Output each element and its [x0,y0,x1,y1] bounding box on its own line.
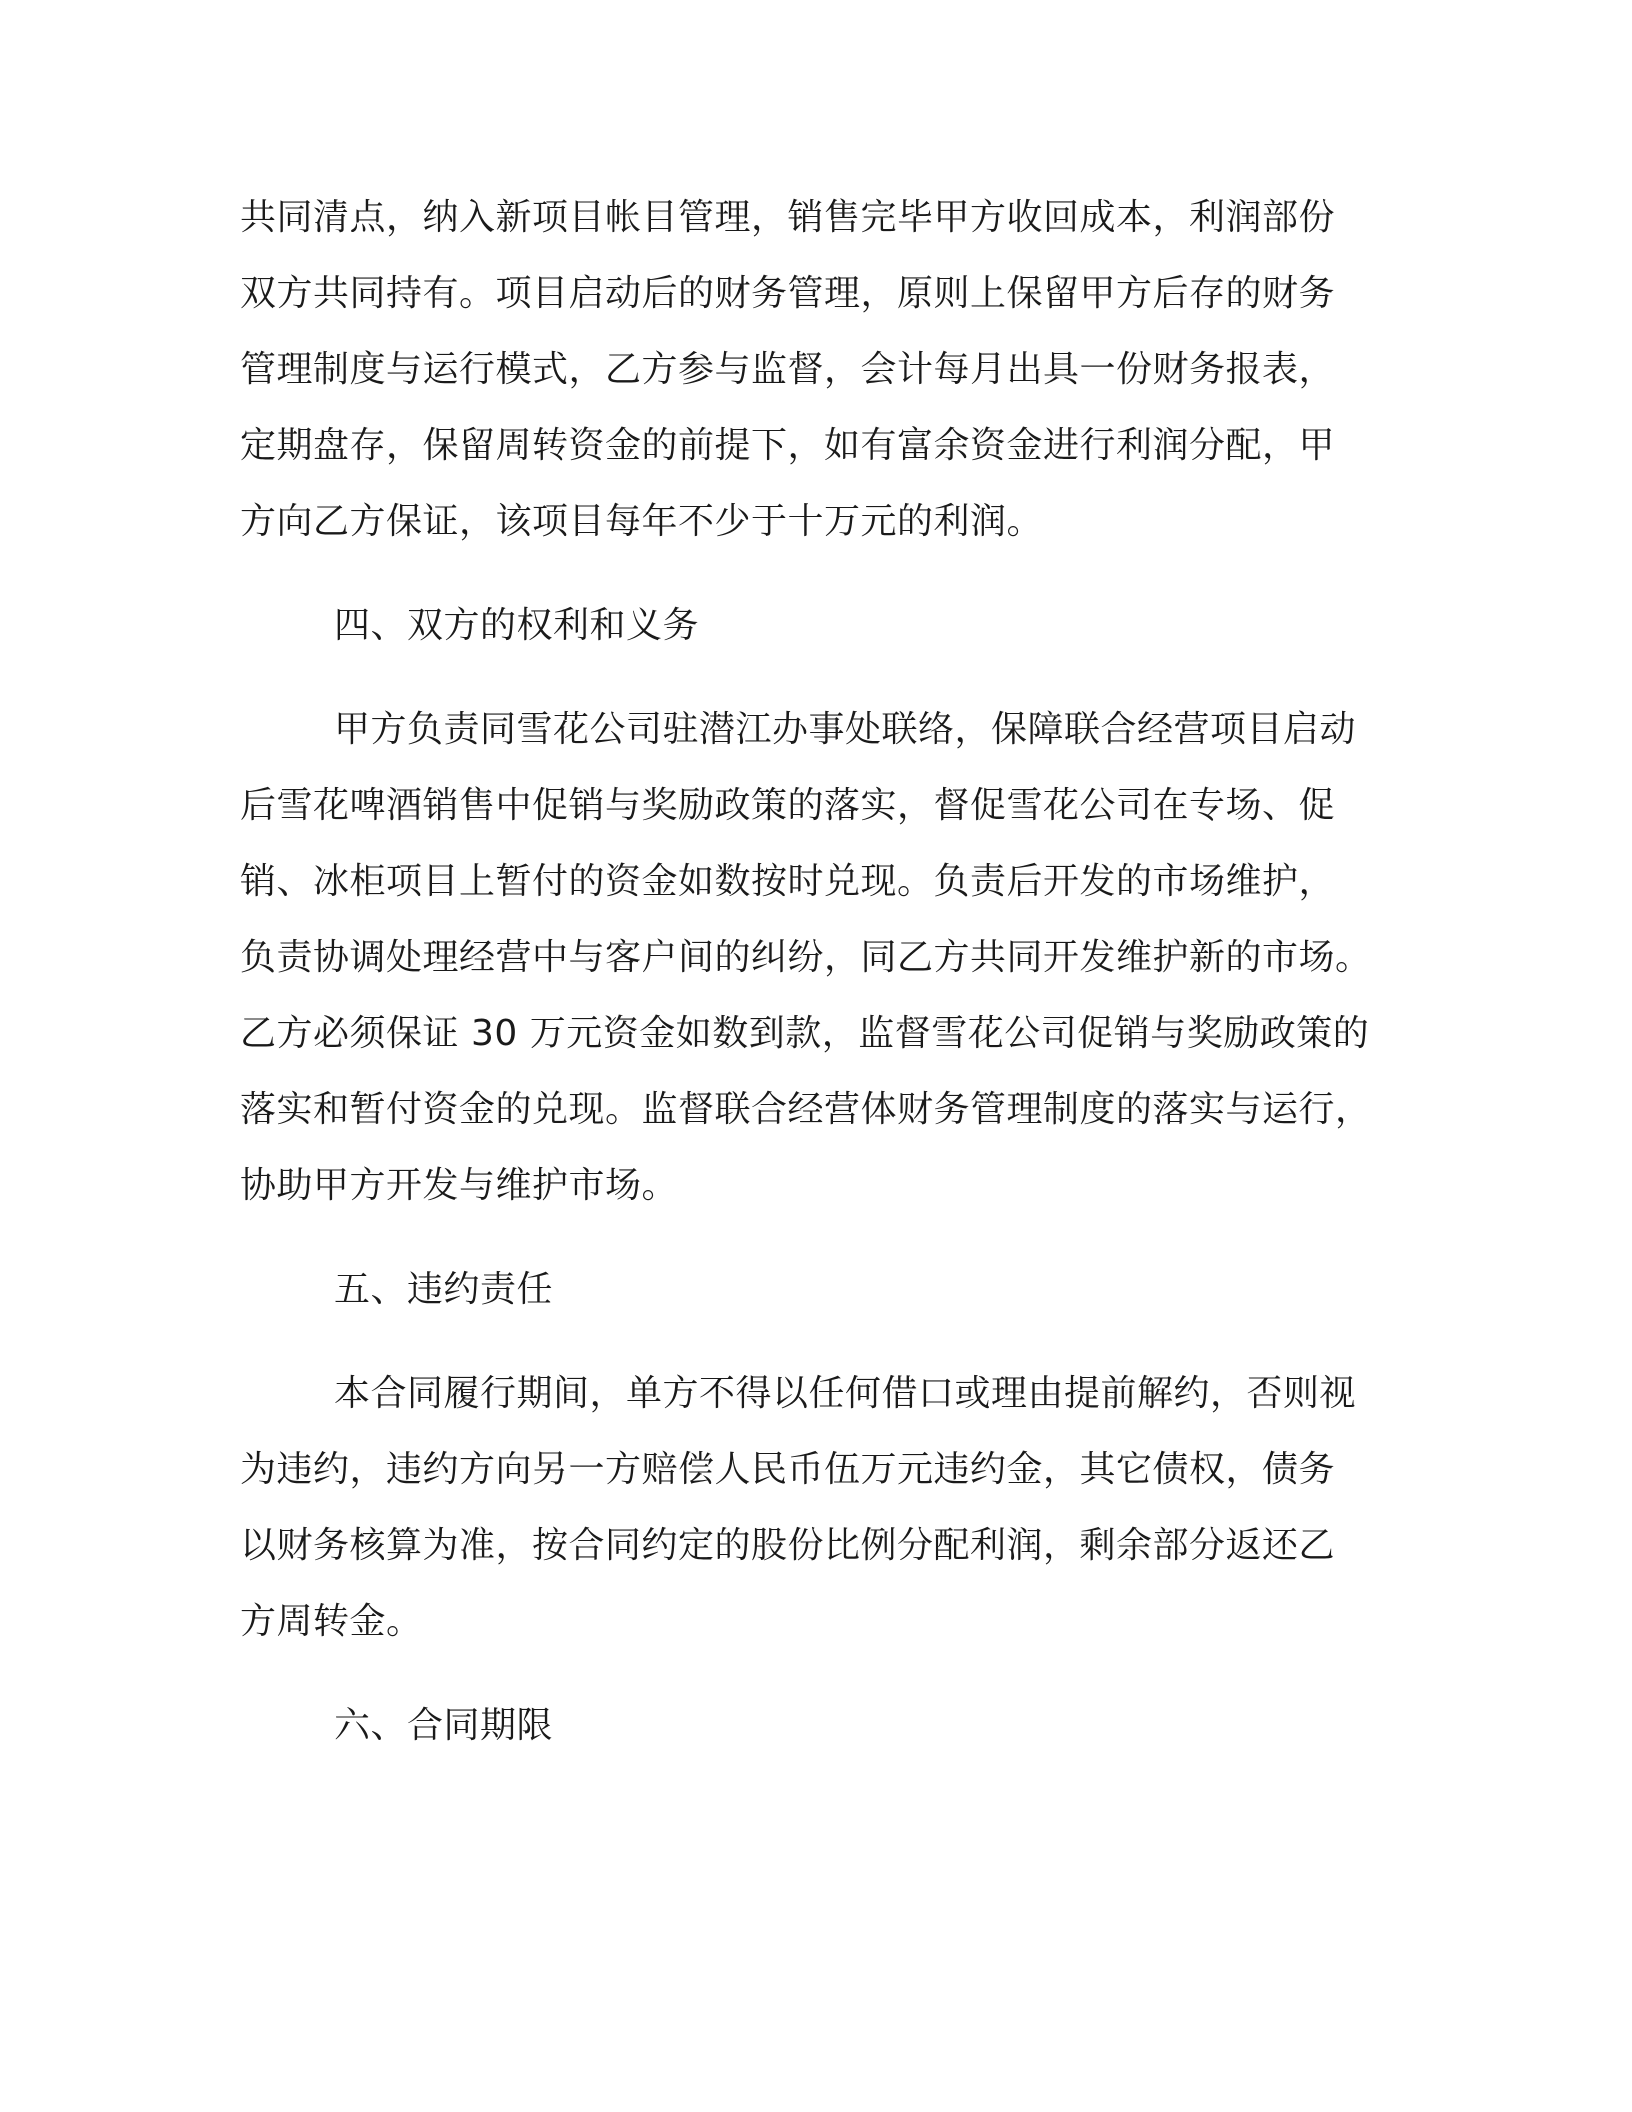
text-line: 定期盘存，保留周转资金的前提下，如有富余资金进行利润分配，甲 [240,425,1336,466]
text-line: 甲方负责同雪花公司驻潜江办事处联络，保障联合经营项目启动 [334,709,1357,750]
document-body [240,180,1380,1764]
section-heading-contract-term: 六、合同期限 [334,1705,554,1746]
text-line: 本合同履行期间，单方不得以任何借口或理由提前解约，否则视 [334,1373,1357,1414]
text-line: 乙方必须保证 30 万元资金如数到款，监督雪花公司促销与奖励政策的 [240,1013,1370,1054]
text-line: 共同清点，纳入新项目帐目管理，销售完毕甲方收回成本，利润部份 [240,197,1336,238]
text-line: 双方共同持有。项目启动后的财务管理，原则上保留甲方后存的财务 [240,273,1336,314]
text-line: 负责协调处理经营中与客户间的纠纷，同乙方共同开发维护新的市场。 [240,937,1372,978]
section-heading-breach-liability: 五、违约责任 [334,1269,554,1310]
text-line: 管理制度与运行模式，乙方参与监督，会计每月出具一份财务报表， [240,349,1336,390]
text-line: 方向乙方保证，该项目每年不少于十万元的利润。 [240,501,1044,542]
paragraph-rights-obligations [240,692,1380,1224]
text-line: 以财务核算为准，按合同约定的股份比例分配利润，剩余部分返还乙 [240,1525,1336,1566]
text-line: 方周转金。 [240,1601,423,1642]
text-line: 后雪花啤酒销售中促销与奖励政策的落实，督促雪花公司在专场、促 [240,785,1336,826]
paragraph-breach-liability [240,1356,1380,1660]
text-line: 为违约，违约方向另一方赔偿人民币伍万元违约金，其它债权，债务 [240,1449,1336,1490]
text-line: 协助甲方开发与维护市场。 [240,1165,679,1206]
section-heading-rights-obligations: 四、双方的权利和义务 [334,605,700,646]
text-line: 销、冰柜项目上暂付的资金如数按时兑现。负责后开发的市场维护， [240,861,1336,902]
paragraph-profit-management [240,180,1380,560]
text-line: 落实和暂付资金的兑现。监督联合经营体财务管理制度的落实与运行， [240,1089,1372,1130]
